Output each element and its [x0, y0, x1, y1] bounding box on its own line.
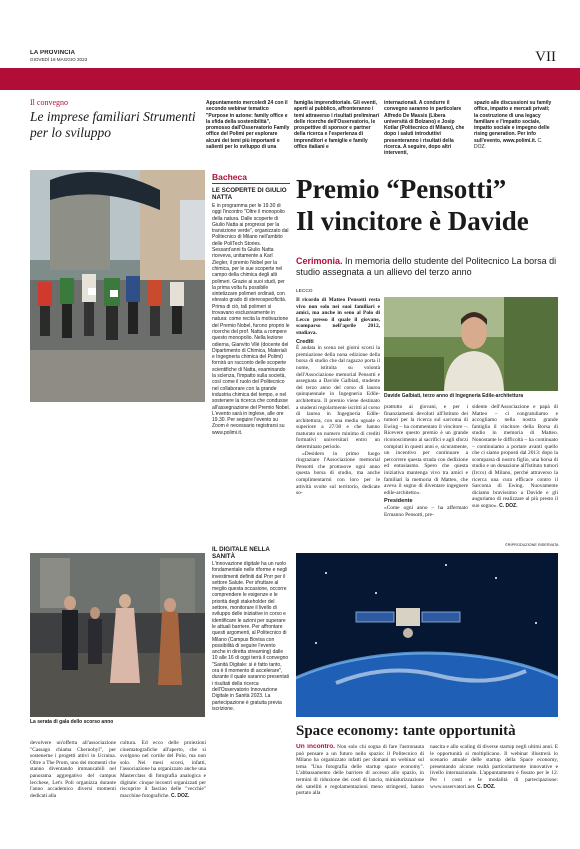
premio-col1-p1: Il ricordo di Matteo Pensotti resta vivo non solo nei suoi familiari e amici, ma anche in seno al Polo di Lecco presso il quale il giovane, scomparso nell'aprile 2012, studiava. — [296, 297, 380, 336]
premio-col1-p3: «Desidero in primo luogo ringraziare l'Associazione memorial Pensotti che promuove ogni anno questa borsa di studio, ma anche complimentarmi con loro per le attività svolte sul territorio, dedicate so- — [296, 450, 380, 497]
header-bar — [0, 68, 580, 90]
left-col2 — [120, 740, 206, 815]
gala-caption: La serata di gala dello scorso anno — [30, 719, 114, 725]
space-photo-image — [296, 553, 558, 717]
premio-col3 — [472, 404, 558, 544]
issue-date: GIOVEDÌ 18 MAGGIO 2023 — [30, 57, 88, 62]
bacheca-s1-title: LE SCOPERTE DI GIULIO NATTA — [212, 187, 287, 201]
premio-deck — [296, 256, 558, 278]
space-title: Space economy: tante opportunità — [296, 723, 516, 739]
bacheca-s2-body: L'innovazione digitale ha un ruolo fondamentale nelle riforme e negli investimenti definiti dal Pnrr per il settore Salute. Per sfruttare al meglio questa occasione, occorre comprendere le esigenze e le priorità degli stakeholder del settore, monitorare il livello di sviluppo delle iniziative in corso e identificare le azioni per superare le attuali barriere. Per affrontare questi argomenti, al Politecnico di Milano (Campus Bovisa con possibilità di seguire l'evento anche in diretta streaming) dalle 10 alle 16 di oggi terrà il convegno "Sanità Digitale: si è fatto tanto, ora è il momento di accelerare", durante il quale saranno presentati i risultati della ricerca dell'Osservatorio Innovazione Digitale in Sanità 2023. La partecipazione è gratuita previa iscrizione. — [212, 561, 289, 712]
convegno-col3: internazionali. A condurre il convegno saranno in particolare Alfredo De Massis (Libera università di Bolzano) e Josip Kotlar (Politecnico di Milano), che dopo i saluti introduttivi presenteranno i risultati della ricerca. A seguire, dopo altri interventi, — [384, 100, 465, 157]
premio-col1-p2: È andata in scena nei giorni scorsi la premiazione della nona edizione della borsa di studio che dal ragazzo porta il nome, istituita su volontà dell'Associazione memorial Pensotti e assegnata a Davide Galbiati, studente del terzo anno del corso di laurea quinquennale in Ingegneria Edile-architettura. Il premio viene destinato a studenti regolarmente iscritti al corso di laurea in Ingegneria Edile-architettura, con una media uguale o superiore a 27/30 e che hanno maturato un numero minimo di crediti formativi universitari entro un determinato periodo. — [296, 345, 380, 451]
marathon-photo-image — [30, 170, 205, 402]
convegno-col4-text: spazio alle discussioni su family office, impatto e mercati privati; la costruzione di una legacy familiare e l'impatto sociale, impatto sociale e impegno delle rising generation. Per info sull'evento, www.polimi.it. — [474, 100, 552, 144]
premio-col2-text: prattutto ai giovani, e per i finanziamenti devoluti all'Istituto dei tumori per la ricerca sul sarcoma di Ewing – ha commentato il vincitore –. Ricevere questo premio è un grande riconoscimento ai sacrifici e agli sforzi compiuti in questi anni e, sicuramente, un incentivo per continuare a percorrere questa strada con dedizione ed entusiasmo. Spero che questa iniziativa mantenga vivo tra amici e familiari la memoria di Matteo, che aveva il sogno di diventare ingegnere edile-architetto». — [384, 404, 468, 496]
premio-deck-text: In memoria dello studente del Politecnico La borsa di studio assegnata a un allievo del terzo anno — [296, 256, 557, 277]
premio-col1-sub: Crediti — [296, 338, 314, 345]
davide-caption: Davide Galbiati, terzo anno di Ingegneria Edile-architettura — [384, 393, 524, 399]
premio-rights: ©RIPRODUZIONE RISERVATA — [505, 543, 559, 547]
space-col2 — [430, 744, 558, 816]
space-col2-text: nascita e allo scaling di diverse startup negli ultimi anni. E le opportunità si moltiplicano. Il webinar illustrerà lo scenario attuale delle startup della Space economy, presentando alcune realtà particolarmente innovative e livello internazionale. L'appuntamento è fissato per le 12. Per i costi e le modalità di partecipazione: www.osservatori.net. — [430, 744, 558, 790]
convegno-kicker: Il convegno — [30, 98, 68, 107]
bacheca-title: Bacheca — [212, 172, 247, 182]
davide-photo — [384, 297, 558, 391]
space-col1-text: Non solo chi sogna di fare l'astronauta può pensare a un futuro nello spazio: il Politecnico di Milano ha organizzato infatti per domani un webinar sul tema "Una fotografia delle startup space economy". L'abbassamento delle barriere di accesso allo spazio, in termini di riduzione dei costi di lancio, miniaturizzazione dei satelliti e regolamentazioni meno stringenti, hanno portato alla — [296, 744, 424, 797]
space-photo — [296, 553, 558, 717]
davide-photo-image — [384, 297, 558, 391]
space-col2-sig: C. DOZ. — [476, 783, 496, 790]
premio-title-2: Il vincitore è Davide — [296, 206, 529, 236]
paper-name: LA PROVINCIA — [30, 50, 76, 56]
premio-col2 — [384, 404, 468, 549]
convegno-title: Le imprese familiari Strumenti per lo sviluppo — [30, 109, 196, 140]
page-number: VII — [535, 49, 556, 65]
premio-dateline: LECCO — [296, 289, 313, 294]
bacheca-rule — [212, 183, 290, 184]
convegno-col4-sig: C. DOZ. — [474, 137, 543, 151]
premio-deck-kicker: Cerimonia. — [296, 256, 343, 266]
premio-title-1: Premio “Pensotti” — [296, 174, 507, 204]
gala-photo-image — [30, 553, 205, 717]
premio-col3-text: sidente dell'Associazione e papà di Matteo – ci congratuliamo e accogliamo nella nostra grande famiglia il vincitore della Borsa di studio in memoria di Matteo. Nonostante le difficoltà – ha continuato – continuiamo a portare avanti quello che ci siamo proposti dal 2013: dopo la scomparsa di nostro figlio, una borsa di studio e un donazione all'Istituto tumori (Irccs) di Milano, perché attraverso la ricerca una cura efficace contro il Sarcoma di Ewing. Nuovamente diciamo bravissimo a Davide e gli auguriamo di realizzare al più presto il suo sogno». — [472, 404, 558, 509]
bacheca-s1-body: È in programma per le 19.30 di oggi l'incontro "Oltre il monopolio della natura. Dalle scoperte di Giulio Natta ai progressi per la transizione verde", organizzato dal Politecnico di Milano nell'ambito delle PoliTech Stories. Sessant'anni fa Giulio Natta riceveva, unitamente a Karl Ziegler, il premio Nobel per la chimica, per le sue scoperte nel campo della chimica degli alti polimeri. Grazie ai suoi studi, per la prima volta fu possibile sintetizzare polimeri ordinati, con elevato grado di stereospecificità. Prima di ciò, tali polimeri si trovavano esclusivamente in natura: come recita la motivazione del Premio Nobel, furono proprio le ricerche del prof. Natta a rompere questo monopolio. Nella lezione odierna, Gianvito Vilé (docente del Dipartimento di Chimica, Materiali e Ingegneria chimica del Polimi) fornirà un racconto delle scoperte scientifiche di Natta, esaminando la scienza, l'impatto sulla società, così come il ruolo del Politecnico nel collaborare con la grande industria chimica del tempo, e nel sostenere la ricerca che condusse all'assegnazione del Premio Nobel. L'evento sarà in inglese, alle ore 19.30. Per seguire l'evento su Zoom è necessario registrarsi su www.polimi.it. — [212, 203, 290, 436]
convegno-col1: Appuntamento mercoledì 24 con il secondo webinar tematico "Purpose in azione: family office e la sfida della sostenibilità", promosso dall'Osservatorio Family office del Polimi per esplorare alcuni dei temi più importanti e salienti per lo sviluppo di una — [206, 100, 290, 151]
gala-photo — [30, 553, 205, 717]
left-col2-sig: C. DOZ. — [171, 792, 190, 799]
left-col1: devolvere un'offerta all'associazione "Cassago chiama Chernobyl", per sostenerne i progetti attivi in Ucraina. Oltre a The Prom, uno dei momenti che stanno diventando immancabili nel panorama aggregativo del campus lecchese, Let's Poli organizza durante l'anno accademico diversi momenti dedicati alla — [30, 740, 116, 799]
bacheca-s2-title: IL DIGITALE NELLA SANITÀ — [212, 546, 270, 560]
convegno-col2: famiglia imprenditoriale. Gli eventi, aperti al pubblico, affronteranno i temi attraverso i risultati preliminari delle ricerche dell'Osservatorio, le prospettive di sponsor e partner della ricerca e l'esperienza di imprenditori e famiglie e family office italiani e — [294, 100, 380, 151]
space-kicker: Un incontro. — [296, 744, 335, 750]
marathon-photo — [30, 170, 205, 402]
left-col2-text: cultura. Ed ecco delle proiezioni cinematografiche all'aperto, che si svolgono nel cortile del Polo, ma non solo. Nei mesi scorsi, infatti, l'associazione ha organizzato anche una Masterclass di fotografia analogica e digitale: cinque incontri organizzati per riscoprire il fascino delle "vecchie" macchine fotografiche. — [120, 740, 206, 799]
space-col1 — [296, 744, 424, 816]
premio-col1 — [296, 297, 380, 549]
convegno-col4 — [474, 100, 554, 158]
premio-col3-sig: C. DOZ. — [499, 502, 518, 509]
premio-col2-end: «Come ogni anno – ha affermato Ermanno Pensotti, pre- — [384, 504, 468, 518]
premio-col2-sub: Presidente — [384, 498, 413, 505]
